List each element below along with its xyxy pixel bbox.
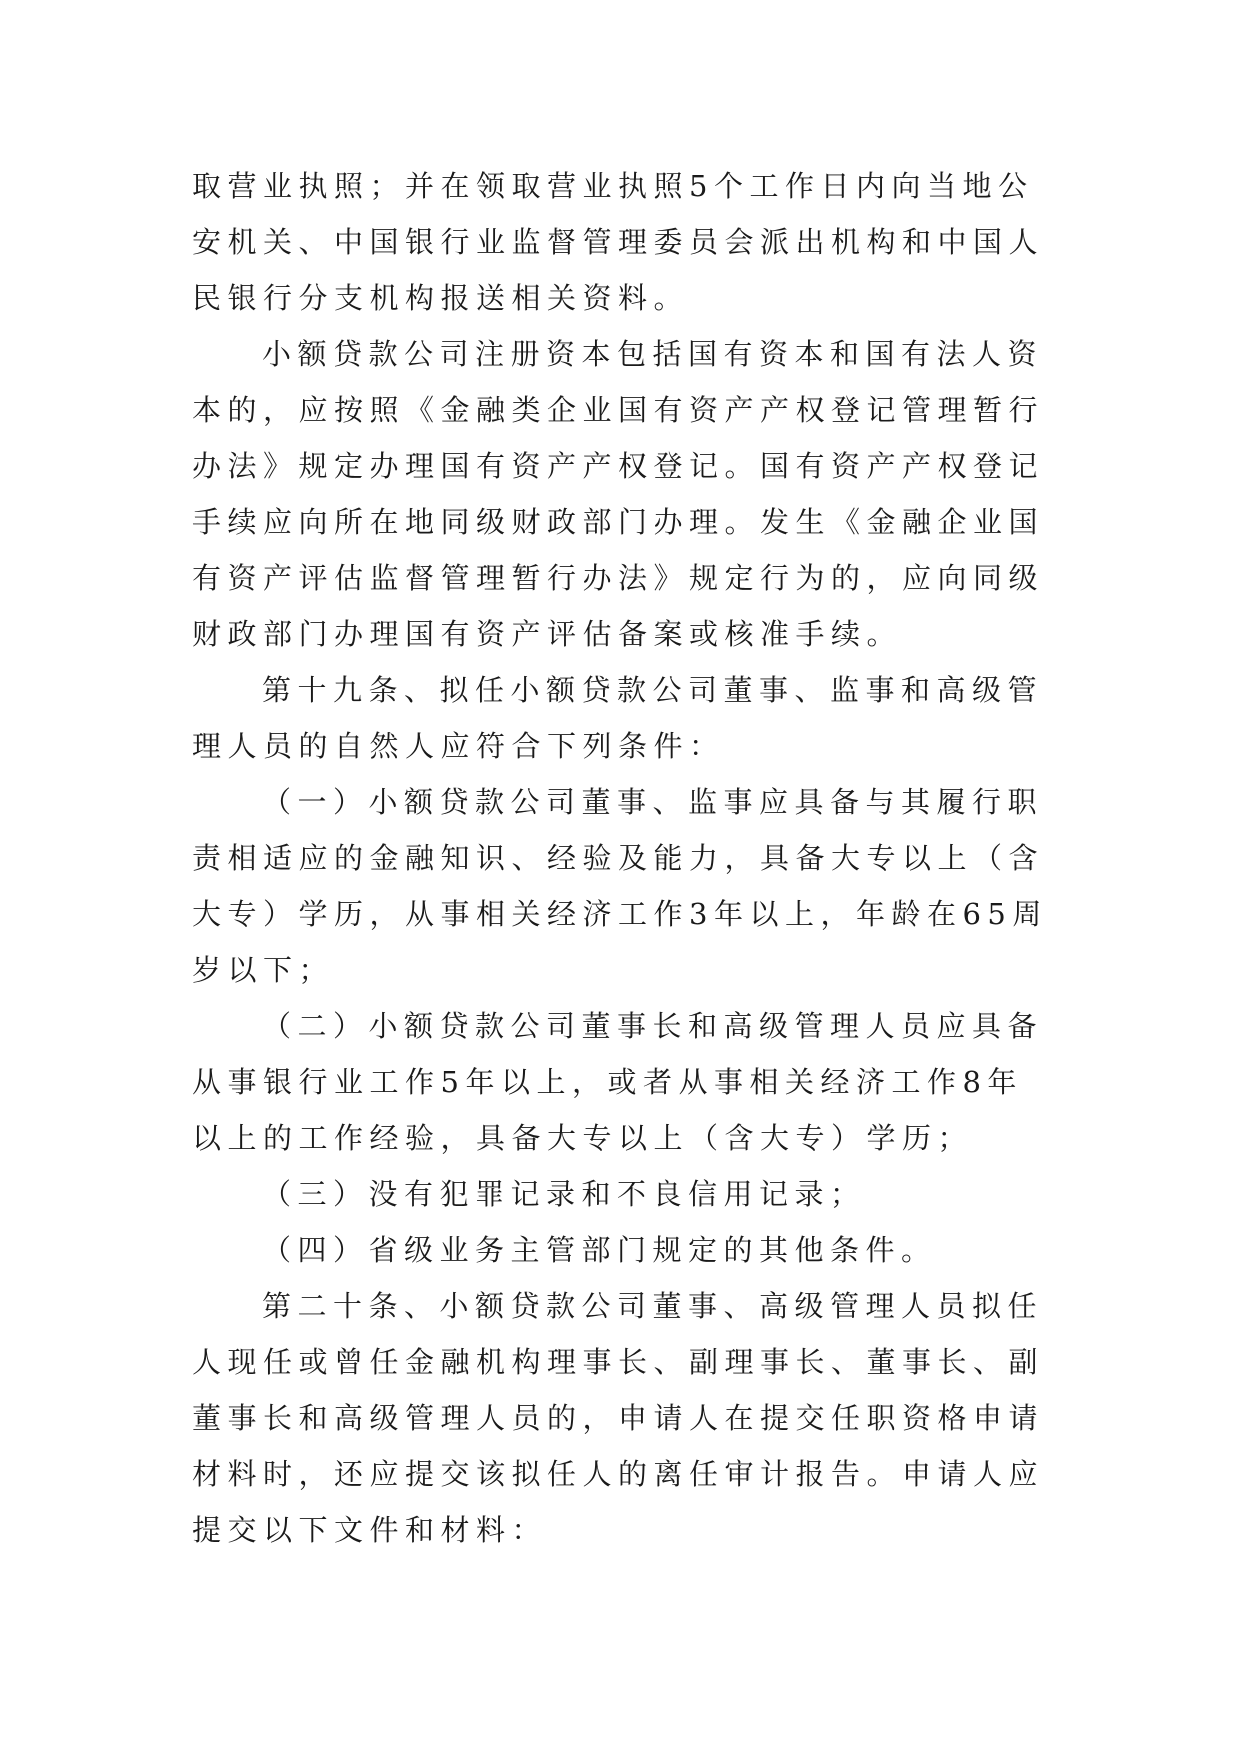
paragraph-item-3: （三）没有犯罪记录和不良信用记录； [262, 1177, 866, 1211]
paragraph-article-20: 第二十条、小额贷款公司董事、高级管理人员拟任人现任或曾任金融机构理事长、副理事长、董事长、副董事长和高级管理人员的，申请人在提交任职资格申请材料时，还应提交该拟任人的离任审计报告。申请人应提交以下文件和材料： [192, 1289, 1045, 1547]
paragraph-article-19: 第十九条、拟任小额贷款公司董事、监事和高级管理人员的自然人应符合下列条件： [192, 673, 1044, 763]
paragraph-item-1: （一）小额贷款公司董事、监事应具备与其履行职责相适应的金融知识、经验及能力，具备大专以上（含大专）学历，从事相关经济工作3年以上，年龄在65周岁以下； [192, 785, 1048, 987]
paragraph-registered-capital: 小额贷款公司注册资本包括国有资本和国有法人资本的，应按照《金融类企业国有资产产权登记管理暂行办法》规定办理国有资产产权登记。国有资产产权登记手续应向所在地同级财政部门办理。发生《金融企业国有资产评估监督管理暂行办法》规定行为的，应向同级财政部门办理国有资产评估备案或核准手续。 [192, 337, 1045, 651]
paragraph-item-4: （四）省级业务主管部门规定的其他条件。 [262, 1233, 937, 1267]
paragraph-item-2: （二）小额贷款公司董事长和高级管理人员应具备从事银行业工作5年以上，或者从事相关经济工作8年以上的工作经验，具备大专以上（含大专）学历； [192, 1009, 1044, 1155]
paragraph-continuation: 取营业执照；并在领取营业执照5个工作日内向当地公安机关、中国银行业监督管理委员会派出机构和中国人民银行分支机构报送相关资料。 [192, 169, 1045, 315]
document-body [192, 158, 1052, 1558]
